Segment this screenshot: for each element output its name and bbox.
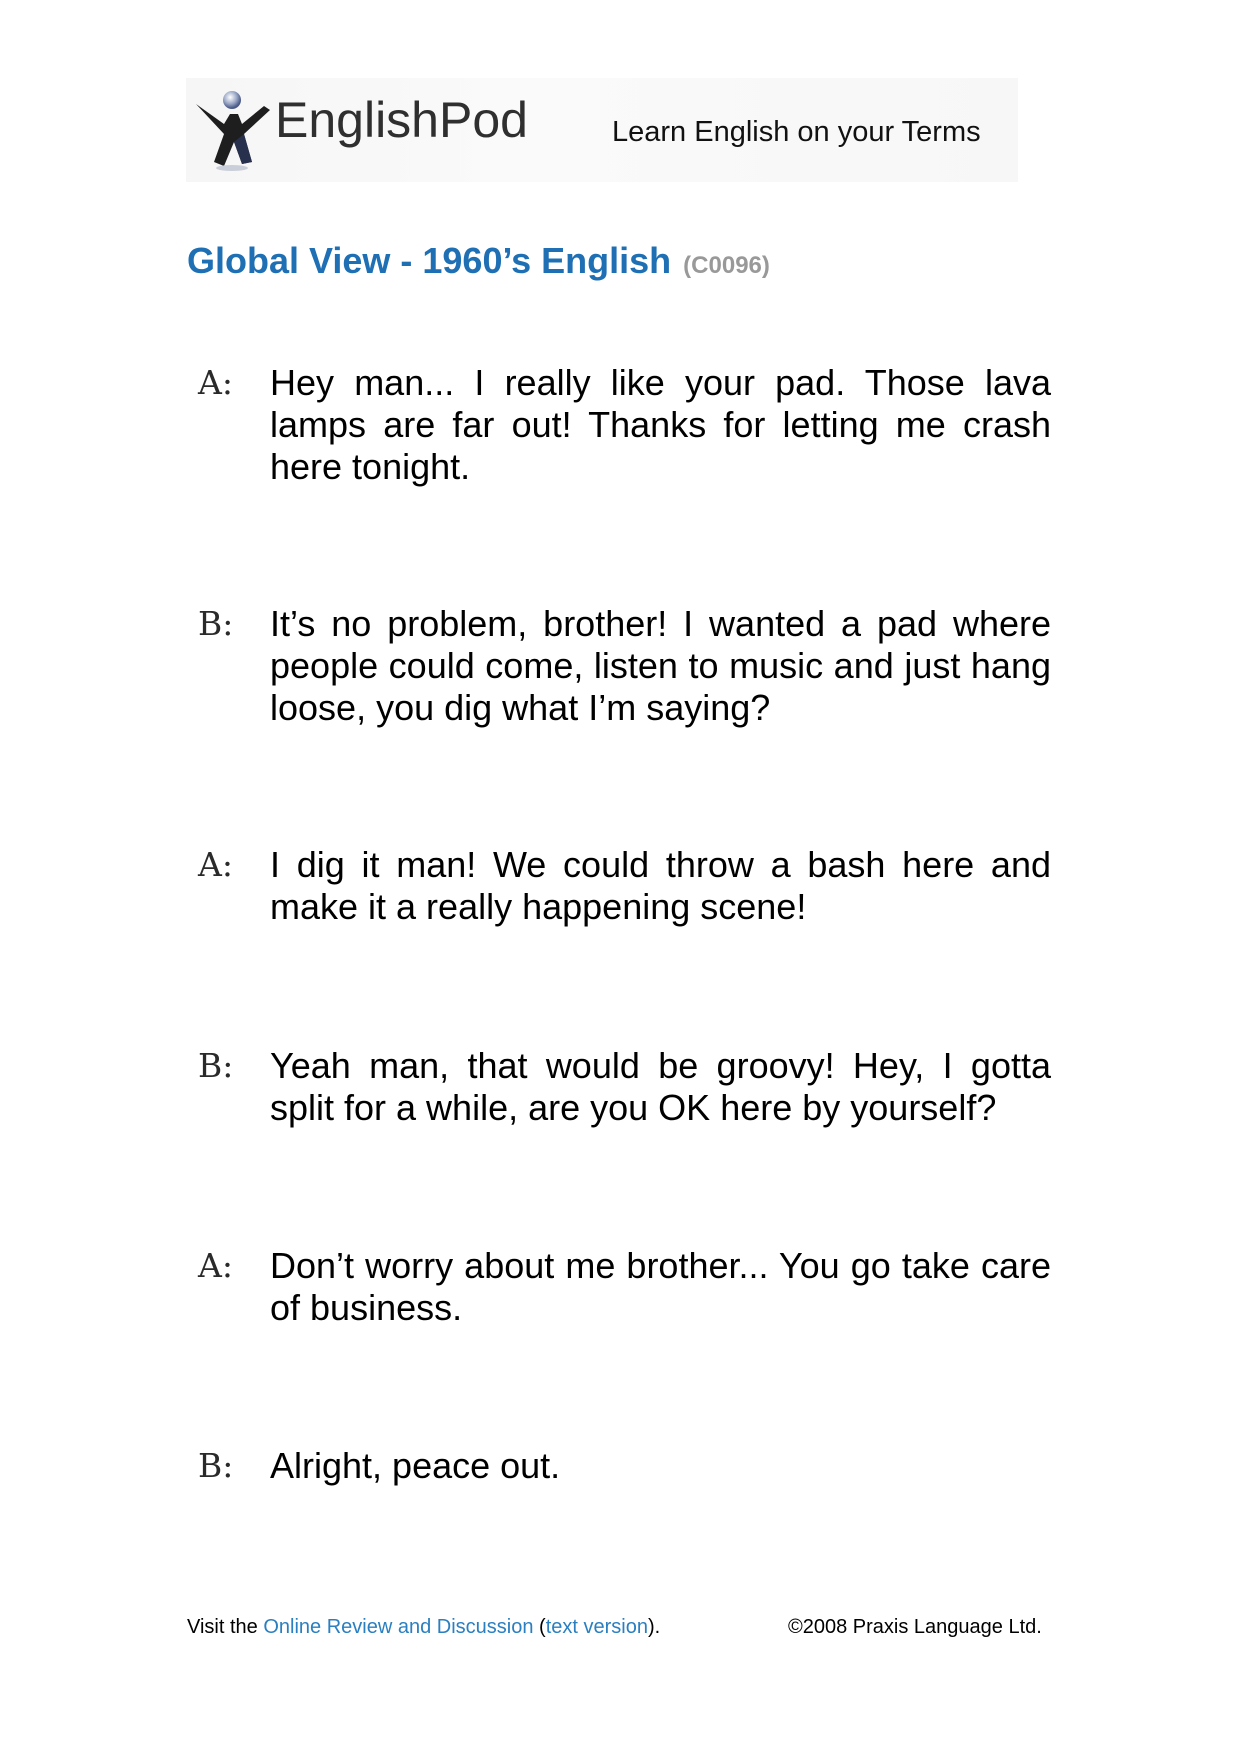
lesson-title (187, 240, 770, 281)
utterance-text: Hey man... I really like your pad. Those lava lamps are far out! Thanks for letting me crash here tonight. (270, 362, 1051, 487)
utterance-text: It’s no problem, brother! I wanted a pad where people could come, listen to music and just hang loose, you dig what I’m saying? (270, 603, 1051, 728)
speaker-label: A: (198, 845, 233, 884)
online-review-link[interactable]: Online Review and Discussion (263, 1616, 534, 1638)
speaker-label: B: (198, 604, 234, 643)
utterance-text: Yeah man, that would be groovy! Hey, I gotta split for a while, are you OK here by yourself? (270, 1045, 1051, 1128)
utterance-text: I dig it man! We could throw a bash here and make it a really happening scene! (270, 844, 1051, 927)
speaker-label: B: (198, 1446, 234, 1485)
lesson-title-text: Global View - 1960’s English (187, 240, 672, 281)
text-version-link[interactable]: text version (545, 1616, 648, 1638)
lesson-code: (C0096) (683, 252, 770, 279)
englishpod-logo-icon (194, 88, 274, 172)
footer-paren-open: ( (533, 1616, 546, 1638)
brand-name: EnglishPod (275, 92, 528, 148)
footer-paren-close: ). (647, 1616, 661, 1638)
footer-visit-text (187, 1617, 660, 1637)
speaker-label: A: (198, 1246, 233, 1285)
speaker-label: A: (198, 363, 233, 402)
utterance-text: Alright, peace out. (270, 1445, 561, 1486)
utterance-text: Don’t worry about me brother... You go take care of business. (270, 1245, 1051, 1328)
copyright: ©2008 Praxis Language Ltd. (788, 1616, 1042, 1638)
footer-visit-prefix: Visit the (187, 1616, 264, 1638)
tagline: Learn English on your Terms (612, 116, 981, 148)
speaker-label: B: (198, 1046, 234, 1085)
